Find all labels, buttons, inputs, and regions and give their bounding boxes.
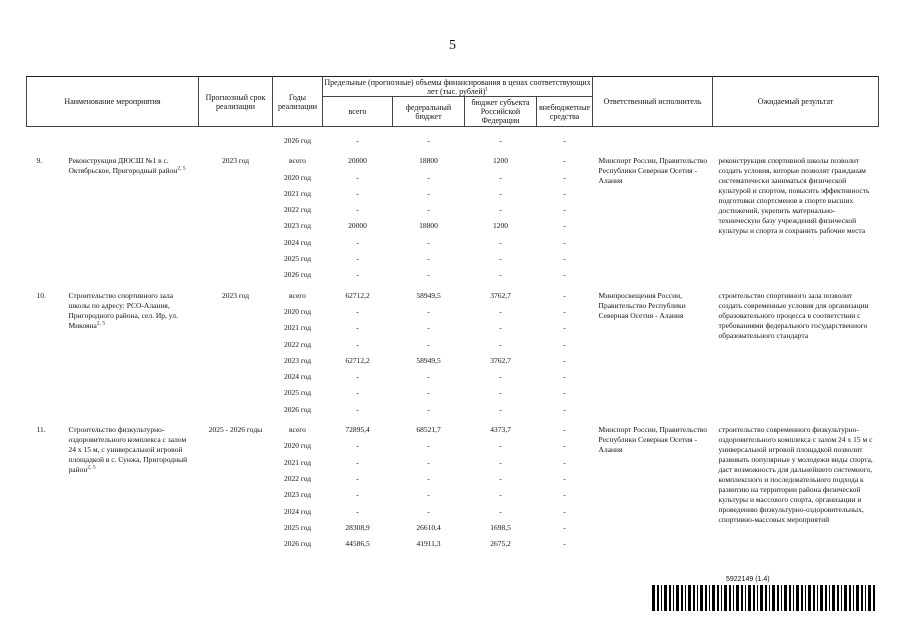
extra-cell: -	[563, 441, 566, 451]
total-cell: -	[356, 136, 359, 145]
year-cell: 2024 год	[283, 506, 312, 516]
header-name: Наименование мероприятия	[27, 77, 199, 127]
extra-cell: -	[563, 425, 566, 435]
table-body	[27, 127, 879, 556]
extra-cell: -	[563, 404, 566, 414]
item-term: 2023 год	[221, 156, 250, 166]
year-cell: 2022 год	[283, 473, 312, 483]
table-row	[27, 287, 879, 307]
extra-cell: -	[563, 136, 566, 145]
federal-cell: -	[427, 136, 430, 145]
extra-cell: -	[563, 506, 566, 516]
regional-cell: -	[499, 270, 502, 280]
federal-cell: -	[427, 404, 430, 414]
federal-cell: -	[427, 172, 430, 182]
regional-cell: 4373,7	[490, 425, 511, 435]
year-cell: 2022 год	[283, 205, 312, 215]
header-extra: внебюджетные средства	[537, 97, 593, 127]
total-cell: 62712,2	[345, 355, 370, 365]
regional-cell: -	[499, 372, 502, 382]
extra-cell: -	[563, 221, 566, 231]
header-term: Прогнозный срок реализации	[199, 77, 273, 127]
extra-cell: -	[563, 539, 566, 549]
total-cell: -	[356, 388, 359, 398]
item-responsible: Минспорт России, Правительство Республики Северная Осетия - Алания	[598, 425, 708, 455]
extra-cell: -	[563, 254, 566, 264]
header-total: всего	[323, 97, 393, 127]
federal-cell: 58949,5	[416, 290, 441, 300]
regional-cell: -	[499, 188, 502, 198]
item-number: 9.	[36, 156, 43, 166]
federal-cell: -	[427, 506, 430, 516]
extra-cell: -	[563, 290, 566, 300]
total-cell: -	[356, 372, 359, 382]
header-years: Годы реализации	[273, 77, 323, 127]
page-number: 5	[449, 38, 456, 53]
header-funding-footnote: 1	[485, 85, 489, 92]
year-cell: 2025 год	[283, 522, 312, 532]
total-cell: -	[356, 237, 359, 247]
extra-cell: -	[563, 172, 566, 182]
extra-cell: -	[563, 522, 566, 532]
regional-cell: 1200	[493, 221, 508, 231]
federal-cell: -	[427, 490, 430, 500]
item-result: строительство спортивного зала позволит создать современные условия для организации образовательного процесса в соответствии с требованиями федерального государственного образовательного стандарта	[718, 290, 869, 340]
item-footnote: 2, 5	[177, 165, 186, 172]
extra-cell: -	[563, 473, 566, 483]
year-cell: 2024 год	[283, 237, 312, 247]
federal-cell: -	[427, 188, 430, 198]
year-cell: 2021 год	[283, 323, 312, 333]
federal-cell: -	[427, 323, 430, 333]
year-cell: 2026 год	[283, 136, 312, 145]
federal-cell: 18800	[419, 221, 438, 231]
total-cell: -	[356, 506, 359, 516]
extra-cell: -	[563, 457, 566, 467]
year-cell: всего	[289, 290, 306, 300]
header-federal: федеральный бюджет	[393, 97, 465, 127]
regional-cell: -	[499, 457, 502, 467]
total-cell: 20000	[348, 156, 367, 166]
year-cell: 2020 год	[283, 306, 312, 316]
regional-cell: 1698,5	[490, 522, 511, 532]
extra-cell: -	[563, 388, 566, 398]
item-name-text: Строительство спортивного зала школы по адресу: РСО-Алания, Пригородного района, сел. Ир, ул. Микояна	[68, 290, 178, 330]
year-cell: всего	[289, 425, 306, 435]
barcode-label: 5922149 (1.4)	[726, 576, 770, 583]
item-name	[61, 287, 199, 421]
regional-cell: 3762,7	[490, 290, 511, 300]
regional-cell: -	[499, 404, 502, 414]
federal-cell: 58949,5	[416, 355, 441, 365]
year-cell: 2026 год	[283, 539, 312, 549]
total-cell: 72895,4	[345, 425, 370, 435]
total-cell: -	[356, 473, 359, 483]
barcode	[652, 585, 880, 611]
year-cell: 2026 год	[283, 270, 312, 280]
regional-cell: -	[499, 254, 502, 264]
item-term: 2023 год	[221, 290, 250, 300]
item-name-text: Строительство физкультурно-оздоровительного комплекса с залом 24 х 15 м, с универсальной игровой площадкой в с. Сунжа, Пригородный район	[68, 425, 188, 475]
federal-cell: -	[427, 237, 430, 247]
regional-cell: -	[499, 205, 502, 215]
extra-cell: -	[563, 490, 566, 500]
extra-cell: -	[563, 270, 566, 280]
regional-cell: -	[499, 323, 502, 333]
item-footnote: 2, 5	[96, 320, 106, 327]
federal-cell: 68521,7	[416, 425, 441, 435]
federal-cell: 26610,4	[416, 522, 441, 532]
extra-cell: -	[563, 205, 566, 215]
year-cell: 2021 год	[283, 188, 312, 198]
regional-cell: -	[499, 237, 502, 247]
year-cell: 2025 год	[283, 254, 312, 264]
year-cell: 2023 год	[283, 221, 312, 231]
year-cell: 2021 год	[283, 457, 312, 467]
total-cell: -	[356, 339, 359, 349]
item-number: 10.	[36, 290, 46, 300]
regional-cell: -	[499, 172, 502, 182]
table-row	[27, 136, 879, 152]
total-cell: -	[356, 172, 359, 182]
header-funding	[323, 77, 593, 97]
year-cell: 2022 год	[283, 339, 312, 349]
extra-cell: -	[563, 372, 566, 382]
total-cell: -	[356, 188, 359, 198]
item-result: строительство современного физкультурно-оздоровительного комплекса с залом 24 х 15 м с универсальной игровой площадкой позволит развивать популярные у молодежи виды спорта, даст возможность для дальнейшего системного, комплексного и последовательного подхода к развитию на территории района физической культуры и массового спорта, организации и проведению физкультурно-оздоровительных, спортивно-массовых мероприятий	[718, 425, 873, 525]
year-cell: всего	[289, 156, 306, 166]
total-cell: -	[356, 205, 359, 215]
table-header	[27, 77, 879, 127]
extra-cell: -	[563, 306, 566, 316]
federal-cell: -	[427, 270, 430, 280]
regional-cell: -	[499, 490, 502, 500]
regional-cell: -	[499, 136, 502, 145]
item-responsible: Минпросвещения России, Правительство Республики Северная Осетия - Алания	[598, 290, 686, 320]
year-cell: 2025 год	[283, 388, 312, 398]
regional-cell: -	[499, 306, 502, 316]
item-responsible: Минспорт России, Правительство Республики Северная Осетия - Алания	[598, 156, 708, 186]
federal-cell: 41911,3	[416, 539, 441, 549]
year-cell: 2026 год	[283, 404, 312, 414]
funding-table	[26, 76, 879, 555]
item-number: 11.	[36, 425, 46, 435]
item-name	[61, 421, 199, 555]
federal-cell: -	[427, 473, 430, 483]
header-regional: бюджет субъекта Российской Федерации	[465, 97, 537, 127]
item-term: 2025 - 2026 годы	[208, 425, 263, 435]
table-row	[27, 421, 879, 441]
regional-cell: -	[499, 473, 502, 483]
federal-cell: -	[427, 372, 430, 382]
header-funding-text: Предельные (прогнозные) объемы финансирования в ценах соответствующих лет (тыс. рублей)	[324, 77, 591, 96]
total-cell: 62712,2	[345, 290, 370, 300]
regional-cell: -	[499, 506, 502, 516]
federal-cell: -	[427, 205, 430, 215]
federal-cell: -	[427, 441, 430, 451]
regional-cell: 3762,7	[490, 355, 511, 365]
extra-cell: -	[563, 237, 566, 247]
table-row	[27, 152, 879, 172]
total-cell: -	[356, 490, 359, 500]
extra-cell: -	[563, 188, 566, 198]
total-cell: -	[356, 254, 359, 264]
year-cell: 2023 год	[283, 355, 312, 365]
header-result: Ожидаемый результат	[713, 77, 879, 127]
total-cell: -	[356, 306, 359, 316]
item-name-text: Реконструкция ДЮСШ №1 в с. Октябрьское, Пригородный район	[68, 156, 178, 176]
year-cell: 2020 год	[283, 172, 312, 182]
year-cell: 2023 год	[283, 490, 312, 500]
federal-cell: -	[427, 306, 430, 316]
extra-cell: -	[563, 323, 566, 333]
regional-cell: 2675,2	[490, 539, 511, 549]
extra-cell: -	[563, 339, 566, 349]
regional-cell: -	[499, 339, 502, 349]
year-cell: 2024 год	[283, 372, 312, 382]
item-name	[61, 152, 199, 286]
federal-cell: 18800	[419, 156, 438, 166]
extra-cell: -	[563, 156, 566, 166]
federal-cell: -	[427, 457, 430, 467]
year-cell: 2020 год	[283, 441, 312, 451]
item-footnote: 2, 5	[87, 464, 96, 471]
total-cell: 20000	[348, 221, 367, 231]
total-cell: -	[356, 441, 359, 451]
total-cell: -	[356, 457, 359, 467]
header-responsible: Ответственный исполнитель	[593, 77, 713, 127]
total-cell: -	[356, 270, 359, 280]
total-cell: 44586,5	[345, 539, 370, 549]
regional-cell: -	[499, 441, 502, 451]
total-cell: -	[356, 404, 359, 414]
federal-cell: -	[427, 388, 430, 398]
regional-cell: 1200	[493, 156, 508, 166]
regional-cell: -	[499, 388, 502, 398]
total-cell: -	[356, 323, 359, 333]
federal-cell: -	[427, 254, 430, 264]
extra-cell: -	[563, 355, 566, 365]
total-cell: 28308,9	[345, 522, 370, 532]
item-result: реконструкция спортивной школы позволит создать условия, которые позволят гражданам систематически заниматься физической культурой и спортом, повысить эффективность подготовки спортсменов в спорте высших достижений, укрепить материально-техническую базу учреждений физической культуры и спорта и сохранить рабочие места	[718, 156, 870, 236]
federal-cell: -	[427, 339, 430, 349]
